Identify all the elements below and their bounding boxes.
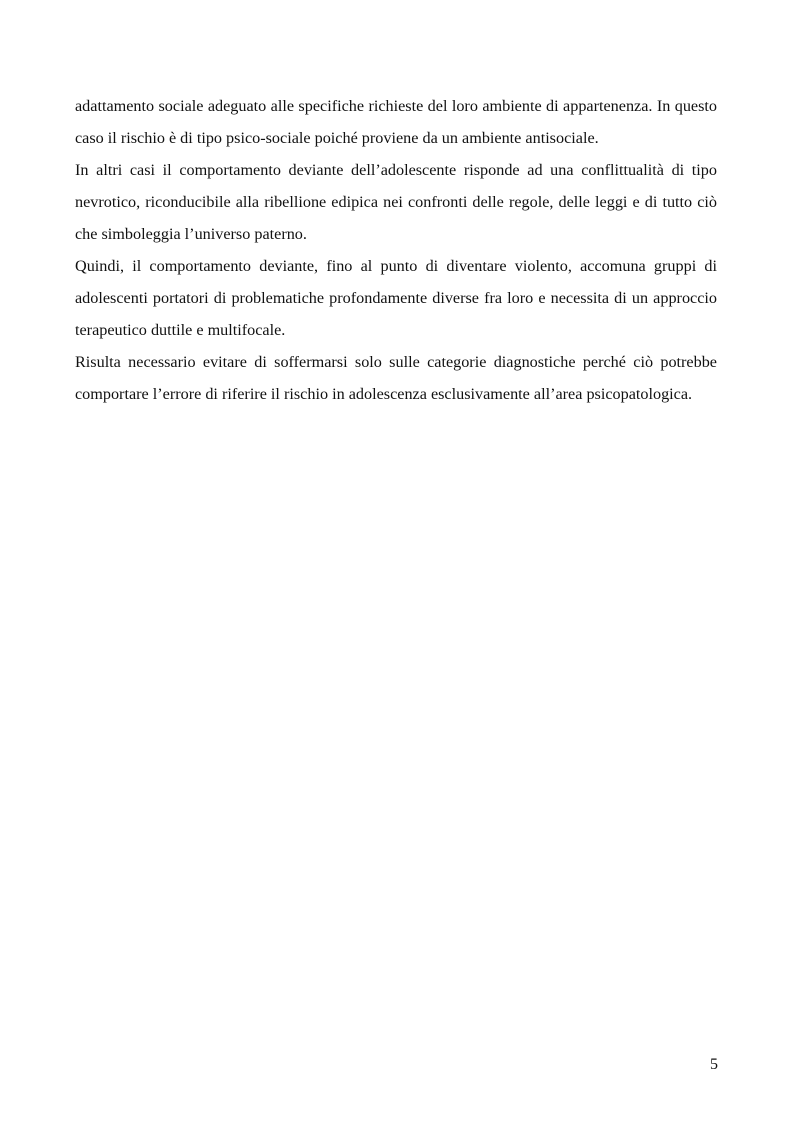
body-text bbox=[75, 90, 717, 410]
paragraph-2: In altri casi il comportamento deviante dell’adolescente risponde ad una conflittualità di tipo nevrotico, riconducibile alla ribellione edipica nei confronti delle regole, delle leggi e di tutto ciò che simboleggia l’universo paterno. bbox=[75, 161, 717, 243]
paragraph-1: adattamento sociale adeguato alle specifiche richieste del loro ambiente di appartenenza. In questo caso il rischio è di tipo psico-sociale poiché proviene da un ambiente antisociale. bbox=[75, 97, 717, 147]
paragraph-4: Risulta necessario evitare di soffermarsi solo sulle categorie diagnostiche perché ciò potrebbe comportare l’errore di riferire il rischio in adolescenza esclusivamente all’area psicopatologica. bbox=[75, 353, 717, 403]
paragraph-3: Quindi, il comportamento deviante, fino al punto di diventare violento, accomuna gruppi di adolescenti portatori di problematiche profondamente diverse fra loro e necessita di un approccio terapeutico duttile e multifocale. bbox=[75, 257, 717, 339]
page-number: 5 bbox=[710, 1056, 718, 1073]
